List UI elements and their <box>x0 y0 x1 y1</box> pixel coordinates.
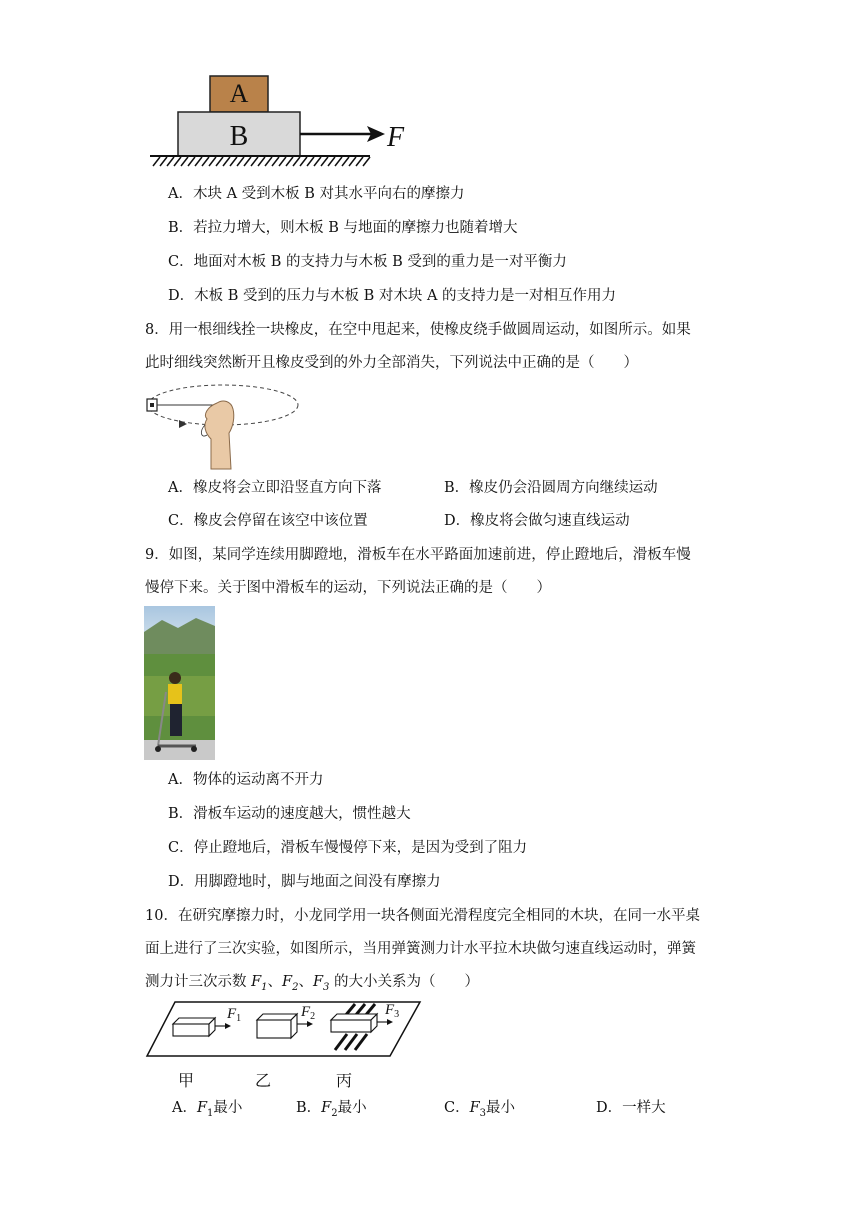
q7-option-c: C．地面对木板 B 的支持力与木板 B 受到的重力是一对平衡力 <box>168 254 567 270</box>
q9-option-a: A．物体的运动离不开力 <box>168 772 324 788</box>
q9-stem-line2: 慢停下来。关于图中滑板车的运动，下列说法正确的是（ ） <box>145 580 551 596</box>
figure-scooter-photo <box>144 606 215 760</box>
figure-friction-experiment <box>145 1000 425 1062</box>
block-bing <box>331 1014 377 1032</box>
q10-option-b-text: 最小 <box>337 1100 367 1116</box>
person-pants <box>170 704 182 736</box>
q10-stem-line1: 10．在研究摩擦力时，小龙同学用一块各侧面光滑程度完全相同的木块，在同一水平桌 <box>145 908 700 924</box>
q10-option-d-letter: D． <box>596 1100 623 1116</box>
q10-stem-line2: 面上进行了三次实验，如图所示，当用弹簧测力计水平拉木块做匀速直线运动时，弹簧 <box>145 941 696 957</box>
block-a-label: A <box>229 79 249 108</box>
q10-option-a-letter: A． <box>172 1100 197 1116</box>
person-shirt <box>168 684 182 704</box>
q9-stem-line1: 9．如图，某同学连续用脚蹬地，滑板车在水平路面加速前进，停止蹬地后，滑板车慢 <box>145 547 691 563</box>
q8-stem-line2: 此时细线突然断开且橡皮受到的外力全部消失，下列说法中正确的是（ ） <box>145 355 638 371</box>
q10-stem-suffix: 的大小关系为（ ） <box>329 974 480 990</box>
road <box>144 740 215 760</box>
force-label-1: $F_1$ <box>227 1006 242 1024</box>
q8-option-b: B．橡皮仍会沿圆周方向继续运动 <box>444 480 658 496</box>
fig-label-yi: 乙 <box>255 1071 272 1090</box>
q10-option-c-sub: 3 <box>479 1107 487 1119</box>
q10-option-b-letter: B． <box>296 1100 322 1116</box>
q8-option-d: D．橡皮将会做匀速直线运动 <box>444 513 630 529</box>
q10-option-a-sym: F <box>196 1100 208 1116</box>
motion-arrow <box>179 420 187 428</box>
force-label-3: $F_3$ <box>385 1002 400 1020</box>
q9-option-b: B．滑板车运动的速度越大，惯性越大 <box>168 806 411 822</box>
block-b-label: B <box>229 121 249 152</box>
q10-f2-symbol: $F_2$ <box>282 974 299 993</box>
q8-option-a: A．橡皮将会立即沿竖直方向下落 <box>168 480 382 496</box>
q7-option-a: A．木块 A 受到木板 B 对其水平向右的摩擦力 <box>168 186 465 202</box>
q7-option-b: B．若拉力增大，则木板 B 与地面的摩擦力也随着增大 <box>168 220 518 236</box>
fig-label-jia: 甲 <box>178 1071 195 1090</box>
q10-stem-line3: 测力计三次示数 $F_1$、$F_2$、$F_3$ 的大小关系为（ ） <box>145 974 480 993</box>
scooter-wheel-front <box>155 746 161 752</box>
block-jia <box>173 1018 215 1036</box>
q9-option-c: C．停止蹬地后，滑板车慢慢停下来，是因为受到了阻力 <box>168 840 528 856</box>
q10-option-b <box>296 1098 367 1124</box>
figure-eraser-circle <box>145 383 305 471</box>
q10-stem-prefix: 测力计三次示数 <box>145 974 252 990</box>
q10-option-c-text: 最小 <box>486 1100 516 1116</box>
q10-option-c-letter: C． <box>444 1100 470 1116</box>
q8-option-c: C．橡皮会停留在该空中该位置 <box>168 513 368 529</box>
fig-label-bing: 丙 <box>336 1071 353 1090</box>
figure-blocks-ab <box>145 70 415 170</box>
eraser-mark <box>150 403 154 407</box>
q10-option-a-sub: 1 <box>207 1107 214 1119</box>
q10-option-a-text: 最小 <box>213 1100 243 1116</box>
person-head <box>169 672 181 684</box>
q10-option-c <box>444 1098 515 1124</box>
q10-option-c-sym: F <box>469 1100 480 1116</box>
q10-f3-symbol: $F_3$ <box>312 974 330 993</box>
q10-option-d <box>596 1098 666 1118</box>
hand <box>205 401 234 469</box>
q10-f1-symbol: $F_1$ <box>251 974 268 993</box>
q10-option-b-sub: 2 <box>331 1107 338 1119</box>
q7-option-d: D．木板 B 受到的压力与木板 B 对木块 A 的支持力是一对相互作用力 <box>168 288 617 304</box>
q10-option-b-sym: F <box>321 1100 332 1116</box>
ground-hatch <box>153 157 370 166</box>
scooter-wheel-back <box>191 746 197 752</box>
q10-option-a <box>172 1098 242 1124</box>
force-label: F <box>387 122 405 153</box>
q9-option-d: D．用脚蹬地时，脚与地面之间没有摩擦力 <box>168 874 441 890</box>
q10-option-d-text: 一样大 <box>622 1100 666 1116</box>
block-yi <box>257 1014 297 1038</box>
q8-stem-line1: 8．用一根细线拴一块橡皮，在空中甩起来，使橡皮绕手做圆周运动，如图所示。如果 <box>145 322 691 338</box>
force-label-2: $F_2$ <box>301 1004 316 1022</box>
